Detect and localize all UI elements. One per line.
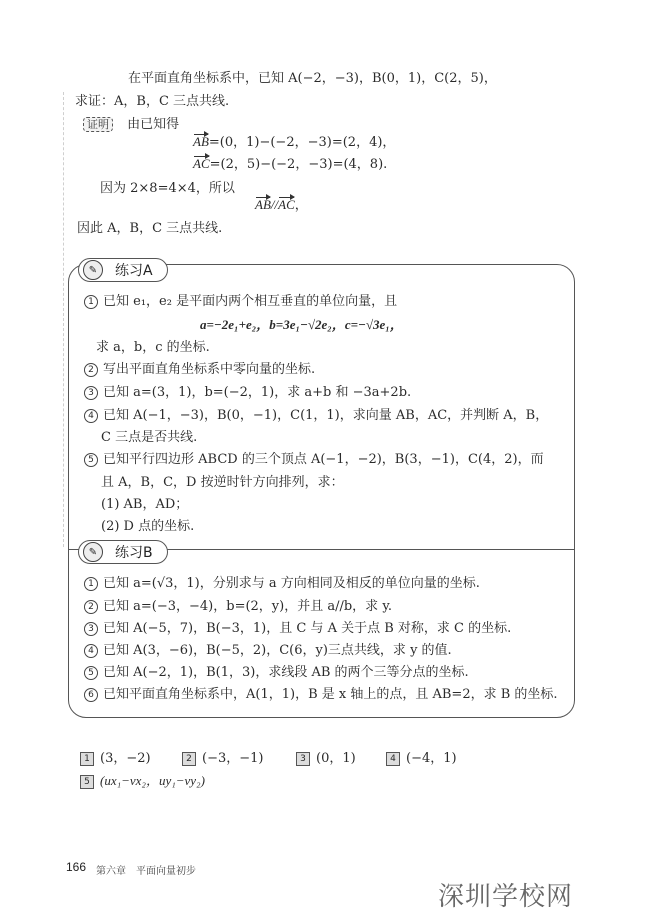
exercise-a-item: C 三点是否共线.	[101, 430, 198, 445]
exercise-b-item: 3 已知 A(−5，7)，B(−3，1)，且 C 与 A 关于点 B 对称，求 C 的坐标.	[84, 617, 511, 636]
exercise-a-item: 1 已知 e₁，e₂ 是平面内两个相互垂直的单位向量，且	[84, 290, 397, 309]
proof-intro: 由已知得	[127, 117, 180, 132]
exercise-a-header	[78, 258, 168, 282]
answer-item: 1 (3，−2)	[80, 747, 151, 766]
exercise-a-item: 3 已知 a=(3，1)，b=(−2，1)，求 a+b 和 −3a+2b.	[84, 381, 411, 400]
proof-row	[83, 113, 179, 132]
equation-ac: AC=(2，5)−(−2，−3)=(4，8).	[193, 156, 388, 172]
equation-ab: AB=(0，1)−(−2，−3)=(2，4)，	[193, 134, 396, 150]
answer-item: 4 (−4，1)	[386, 747, 457, 766]
parallel-statement: AB//AC，	[255, 197, 308, 213]
answer-item: 5 (ux₁−vx₂，uy₁−vy₂)	[80, 770, 205, 789]
exercise-a-item: (2) D 点的坐标.	[101, 519, 195, 534]
exercise-b-header	[78, 540, 168, 564]
pencil-badge-icon: ✎	[83, 260, 103, 280]
answer-item: 3 (0，1)	[296, 747, 356, 766]
exercise-a-item: (1) AB，AD；	[101, 497, 189, 512]
vector-ab: AB	[193, 134, 209, 149]
exercise-b-item: 4 已知 A(3，−6)，B(−5，2)，C(6，y)三点共线，求 y 的值.	[84, 639, 452, 658]
chapter-title: 第六章 平面向量初步	[96, 866, 196, 877]
example-problem-line1: 在平面直角坐标系中，已知 A(−2，−3)，B(0，1)，C(2，5)，	[128, 71, 497, 86]
proof-badge: 证明	[83, 117, 113, 132]
exercise-a-item: 4 已知 A(−1，−3)，B(0，−1)，C(1，1)，求向量 AB，AC，并判断 A，B，	[84, 404, 548, 423]
exercise-b-item: 6 已知平面直角坐标系中，A(1，1)，B 是 x 轴上的点，且 AB=2，求 B 的坐标.	[84, 683, 558, 702]
exercise-a-item: 求 a，b，c 的坐标.	[96, 340, 210, 355]
example-problem-line2: 求证：A，B，C 三点共线.	[75, 94, 230, 109]
because-line: 因为 2×8=4×4，所以	[100, 181, 235, 196]
margin-dotted-line	[63, 92, 64, 547]
answer-item: 2 (−3，−1)	[182, 747, 263, 766]
conclusion: 因此 A，B，C 三点共线.	[77, 221, 223, 236]
exercise-a-item: 2 写出平面直角坐标系中零向量的坐标.	[84, 358, 315, 377]
exercise-b-item: 5 已知 A(−2，1)，B(1，3)，求线段 AB 的两个三等分点的坐标.	[84, 661, 469, 680]
exercise-a-item: 5 已知平行四边形 ABCD 的三个顶点 A(−1，−2)，B(3，−1)，C(4，2)，而	[84, 448, 544, 467]
page-number: 166	[66, 860, 87, 874]
exercise-b-item: 1 已知 a=(√3，1)，分别求与 a 方向相同及相反的单位向量的坐标.	[84, 572, 480, 591]
exercise-b-item: 2 已知 a=(−3，−4)，b=(2，y)，并且 a//b，求 y.	[84, 595, 392, 614]
exercise-b-title: 练习B	[115, 545, 153, 561]
exercise-a-title: 练习A	[115, 263, 153, 279]
exercise-a-item: a=−2e₁+e₂，b=3e₁−√2e₂，c=−√3e₁，	[200, 317, 403, 332]
exercise-a-item: 且 A，B，C，D 按逆时针方向排列，求：	[101, 475, 344, 490]
watermark: 深圳学校网	[438, 882, 574, 912]
vector-ac: AC	[193, 156, 210, 171]
pencil-badge-icon: ✎	[83, 542, 103, 562]
